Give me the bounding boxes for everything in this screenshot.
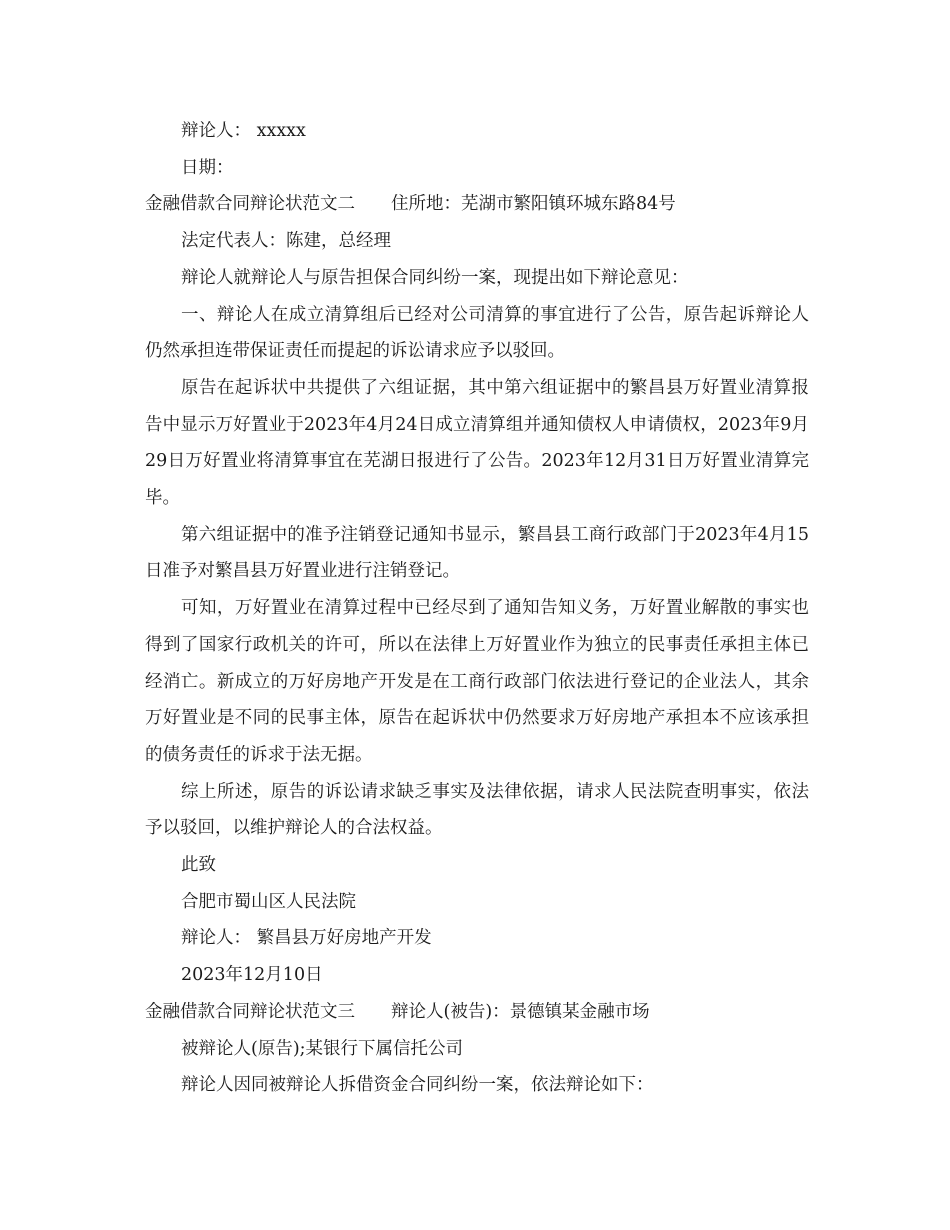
- address-value: 芜湖市繁阳镇环城东路84号: [461, 194, 676, 215]
- address-label: 住所地：: [391, 194, 461, 215]
- signature-date-line: [145, 150, 809, 187]
- signer-label: 辩论人：: [181, 928, 251, 949]
- paragraph-4: 可知，万好置业在清算过程中已经尽到了通知告知义务，万好置业解散的事实也得到了国家行政机关的许可，所以在法律上万好置业作为独立的民事责任承担主体已经消亡。新成立的万好房地产开发是在工商行政部门依法进行登记的企业法人，其余万好置业是不同的民事主体，原告在起诉状中仍然要求万好房地产承担本不应该承担的债务责任的诉求于法无据。: [145, 598, 809, 765]
- paragraph-2: 原告在起诉状中共提供了六组证据，其中第六组证据中的繁昌县万好置业清算报告中显示万好置业于2023年4月24日成立清算组并通知债权人申请债权，2023年9月29日万好置业将清算事宜在芜湖日报进行了公告。2023年12月31日万好置业清算完毕。: [145, 377, 809, 509]
- closing-salutation: 此致: [181, 855, 216, 876]
- signer-value: 繁昌县万好房地产开发: [256, 928, 432, 949]
- section3-respondent: 辩论人(被告)：景德镇某金融市场: [391, 1001, 650, 1022]
- court-name: 合肥市蜀山区人民法院: [181, 891, 356, 912]
- section3-opponent: 被辩论人(原告);某银行下属信托公司: [181, 1038, 464, 1059]
- section3-heading-line: [145, 994, 809, 1031]
- respondent-value: xxxxx: [256, 121, 306, 141]
- signature-respondent-line: [145, 113, 809, 150]
- section2-intro: 辩论人就辩论人与原告担保合同纠纷一案，现提出如下辩论意见：: [181, 267, 689, 288]
- respondent-label: 辩论人：: [181, 121, 251, 141]
- signer-line: [145, 920, 809, 957]
- section3-intro: 辩论人因同被辩论人拆借资金合同纠纷一案，依法辩论如下：: [181, 1075, 654, 1096]
- section2-heading-line: [145, 186, 809, 223]
- date-label: 日期：: [181, 157, 234, 178]
- signature-date: 2023年12月10日: [181, 965, 323, 986]
- paragraph-3: 第六组证据中的准予注销登记通知书显示，繁昌县工商行政部门于2023年4月15日准予对繁昌县万好置业进行注销登记。: [145, 524, 809, 582]
- paragraph-5: 综上所述，原告的诉讼请求缺乏事实及法律依据，请求人民法院查明事实，依法予以驳回，以维护辩论人的合法权益。: [145, 781, 809, 839]
- section3-title: 金融借款合同辩论状范文三: [145, 1001, 355, 1022]
- legal-representative: 法定代表人：陈建，总经理: [181, 231, 391, 252]
- section2-title: 金融借款合同辩论状范文二: [145, 194, 355, 215]
- paragraph-1: 一、辩论人在成立清算组后已经对公司清算的事宜进行了公告，原告起诉辩论人仍然承担连带保证责任而提起的诉讼请求应予以驳回。: [145, 304, 809, 362]
- document-body: [145, 113, 809, 1104]
